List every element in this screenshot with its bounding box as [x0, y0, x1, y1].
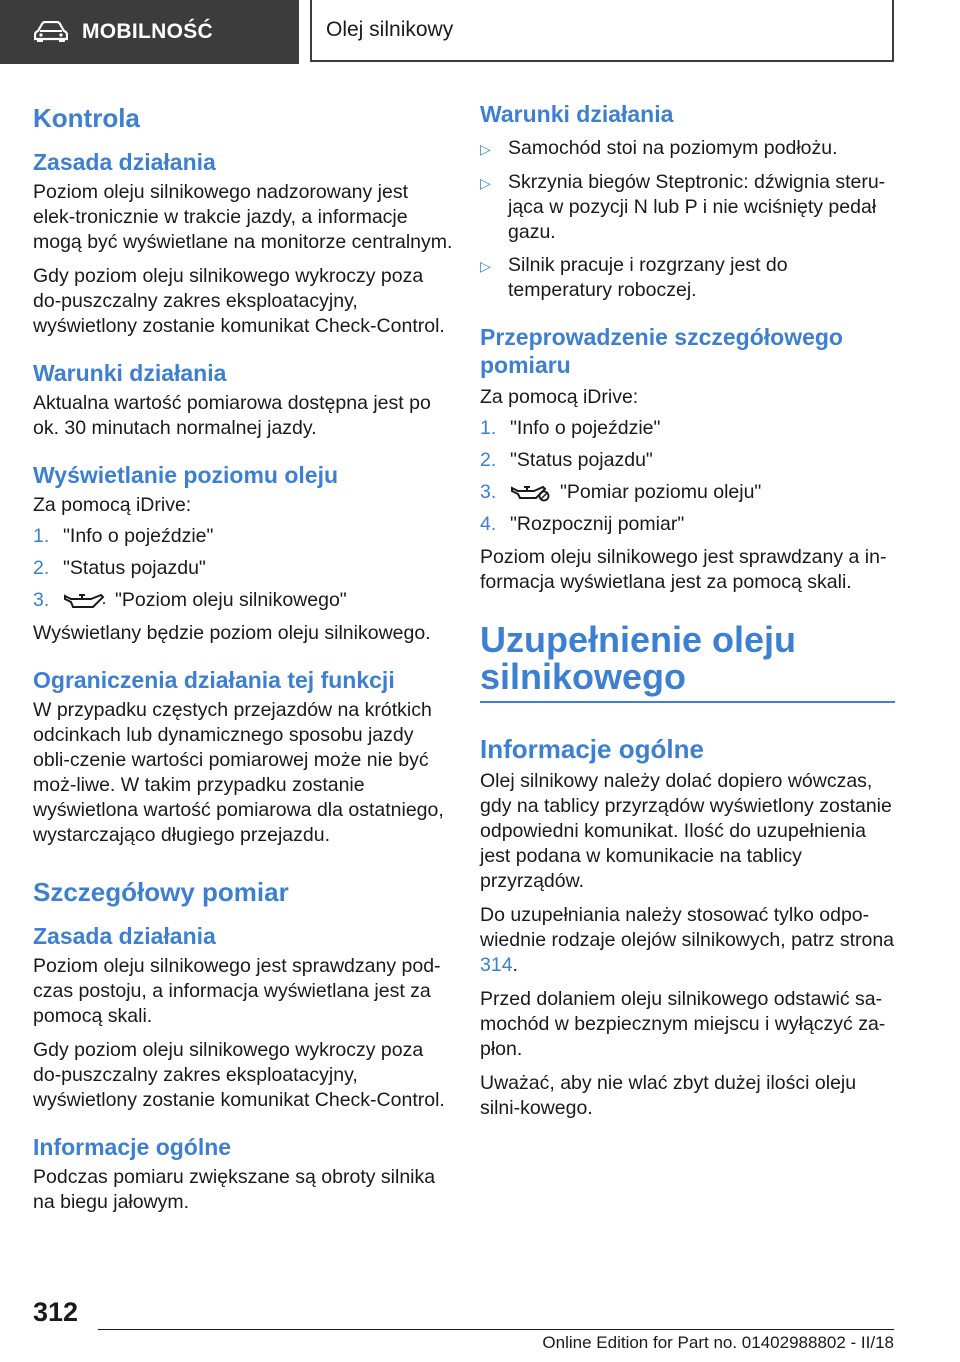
step-text: "Status pojazdu": [63, 557, 206, 579]
paragraph: Gdy poziom oleju silnikowego wykroczy poza do-puszczalny zakres eksploatacyjny, wyświetlony zostanie komunikat Check-Control.: [33, 265, 445, 337]
steps-list: [33, 524, 453, 613]
step-number: 2.: [480, 449, 497, 471]
list-item: [480, 416, 895, 441]
paragraph: Podczas pomiaru zwiększane są obroty silnika na biegu jałowym.: [33, 1166, 436, 1213]
list-item: [480, 170, 895, 245]
list-item: [33, 524, 453, 549]
step-text: "Pomiar poziomu oleju": [560, 481, 762, 503]
heading-przeprowadzenie: Przeprowadzenie szczegółowego pomiaru: [480, 324, 843, 378]
step-number: 3.: [480, 481, 497, 503]
condition-text: Samochód stoi na poziomym podłożu.: [508, 137, 838, 159]
section-info-left: [33, 1133, 453, 1215]
paragraph: Za pomocą iDrive:: [33, 494, 192, 516]
oil-measure-icon: [510, 484, 550, 502]
step-number: 3.: [33, 589, 50, 611]
step-text: "Poziom oleju silnikowego": [115, 589, 347, 611]
heading-wyswietlanie: Wyświetlanie poziomu oleju: [33, 462, 339, 488]
condition-text: Silnik pracuje i rozgrzany jest do temperatury roboczej.: [508, 254, 788, 301]
list-item: [480, 448, 895, 473]
list-item: [480, 480, 895, 505]
paragraph: [480, 903, 895, 978]
right-column: [480, 100, 895, 1130]
paragraph: Przed dolaniem oleju silnikowego odstawić sa-mochód w bezpiecznym miejscu i wyłączyć za-płon.: [480, 988, 886, 1060]
step-number: 1.: [480, 417, 497, 439]
heading-warunki: Warunki działania: [480, 101, 674, 127]
paragraph: Gdy poziom oleju silnikowego wykroczy poza do-puszczalny zakres eksploatacyjny, wyświetlony zostanie komunikat Check-Control.: [33, 1039, 445, 1111]
section-info-right: [480, 731, 895, 1121]
paragraph: Za pomocą iDrive:: [480, 386, 639, 408]
oil-can-icon: [63, 592, 105, 610]
steps-list: [480, 416, 895, 537]
heading-warunki: Warunki działania: [33, 360, 227, 386]
page-link[interactable]: 314: [480, 954, 513, 976]
paragraph: Poziom oleju silnikowego nadzorowany jest elek-tronicznie w trakcie jazdy, a informacje mogą być wyświetlane na monitorze centralnym.: [33, 181, 453, 253]
heading-zasada-1: Zasada działania: [33, 149, 216, 175]
triangle-bullet-icon: ▷: [480, 175, 491, 191]
list-item: [33, 556, 453, 581]
heading-kontrola: Kontrola: [33, 103, 140, 133]
paragraph: Poziom oleju silnikowego jest sprawdzany a in-formacja wyświetlana jest za pomocą skali.: [480, 546, 887, 593]
section-przeprowadzenie: [480, 323, 895, 595]
car-icon: [34, 21, 68, 43]
paragraph-text: Do uzupełniania należy stosować tylko odpo-wiednie rodzaje olejów silnikowych, patrz strona: [480, 904, 895, 951]
heading-zasada-2: Zasada działania: [33, 923, 216, 949]
step-number: 4.: [480, 513, 497, 535]
step-number: 1.: [33, 525, 50, 547]
heading-ograniczenia: Ograniczenia działania tej funkcji: [33, 667, 395, 693]
footer-divider: [98, 1329, 894, 1330]
triangle-bullet-icon: ▷: [480, 258, 491, 274]
page-number: 312: [33, 1297, 79, 1327]
section-label: MOBILNOŚĆ: [82, 20, 214, 43]
heading-informacje: Informacje ogólne: [33, 1134, 232, 1160]
section-zasada-1: [33, 148, 453, 339]
list-item: [480, 136, 895, 162]
section-warunki-right: [480, 100, 895, 303]
main-heading-uzupelnienie: [480, 621, 895, 703]
chapter-label: Olej silnikowy: [326, 18, 454, 41]
section-warunki-left: [33, 359, 453, 441]
left-column: [33, 100, 453, 1224]
step-text: "Status pojazdu": [510, 449, 653, 471]
paragraph: Uważać, aby nie wlać zbyt dużej ilości oleju silni-kowego.: [480, 1072, 857, 1119]
heading-informacje: Informacje ogólne: [480, 734, 704, 764]
heading-uzupelnienie-line2: silnikowego: [480, 656, 687, 697]
heading-szczegolowy: Szczegółowy pomiar: [33, 877, 289, 907]
section-tab: [0, 0, 299, 64]
triangle-bullet-icon: ▷: [480, 141, 491, 157]
section-wyswietlanie: [33, 461, 453, 646]
paragraph: Olej silnikowy należy dolać dopiero wówczas, gdy na tablicy przyrządów wyświetlony zostanie odpowiedni komunikat. Ilość do uzupełnienia jest podana w komunikacie na tablicy przyrządów.: [480, 770, 892, 892]
section-ograniczenia: [33, 666, 453, 848]
list-item: [480, 512, 895, 537]
paragraph-text: .: [512, 954, 518, 976]
step-text: "Info o pojeździe": [63, 525, 214, 547]
page-header: [0, 0, 960, 66]
step-text: "Info o pojeździe": [510, 417, 661, 439]
paragraph: Wyświetlany będzie poziom oleju silnikowego.: [33, 622, 431, 644]
step-number: 2.: [33, 557, 50, 579]
list-item: [480, 253, 895, 303]
footer-edition: Online Edition for Part no. 01402988802 - II/18: [542, 1333, 894, 1352]
conditions-list: [480, 136, 895, 303]
step-text: "Rozpocznij pomiar": [510, 513, 685, 535]
condition-text: Skrzynia biegów Steptronic: dźwignia steru-jąca w pozycji N lub P i nie wciśnięty pedał gazu.: [508, 171, 886, 243]
paragraph: Poziom oleju silnikowego jest sprawdzany pod-czas postoju, a informacja wyświetlana jest za pomocą skali.: [33, 955, 441, 1027]
paragraph: W przypadku częstych przejazdów na krótkich odcinkach lub dynamicznego sposobu jazdy obli-czenie wartości pomiarowej może nie być moż-liwe. W takim przypadku zostanie wyświetlona wartość pomiarowa dla ostatniego, wystarczająco długiego przejazdu.: [33, 699, 444, 846]
heading-uzupelnienie-line1: Uzupełnienie oleju: [480, 619, 797, 660]
section-szczegolowy: [33, 874, 453, 1113]
list-item: [33, 588, 453, 613]
chapter-tab: [310, 0, 894, 62]
paragraph: Aktualna wartość pomiarowa dostępna jest po ok. 30 minutach normalnej jazdy.: [33, 392, 431, 439]
